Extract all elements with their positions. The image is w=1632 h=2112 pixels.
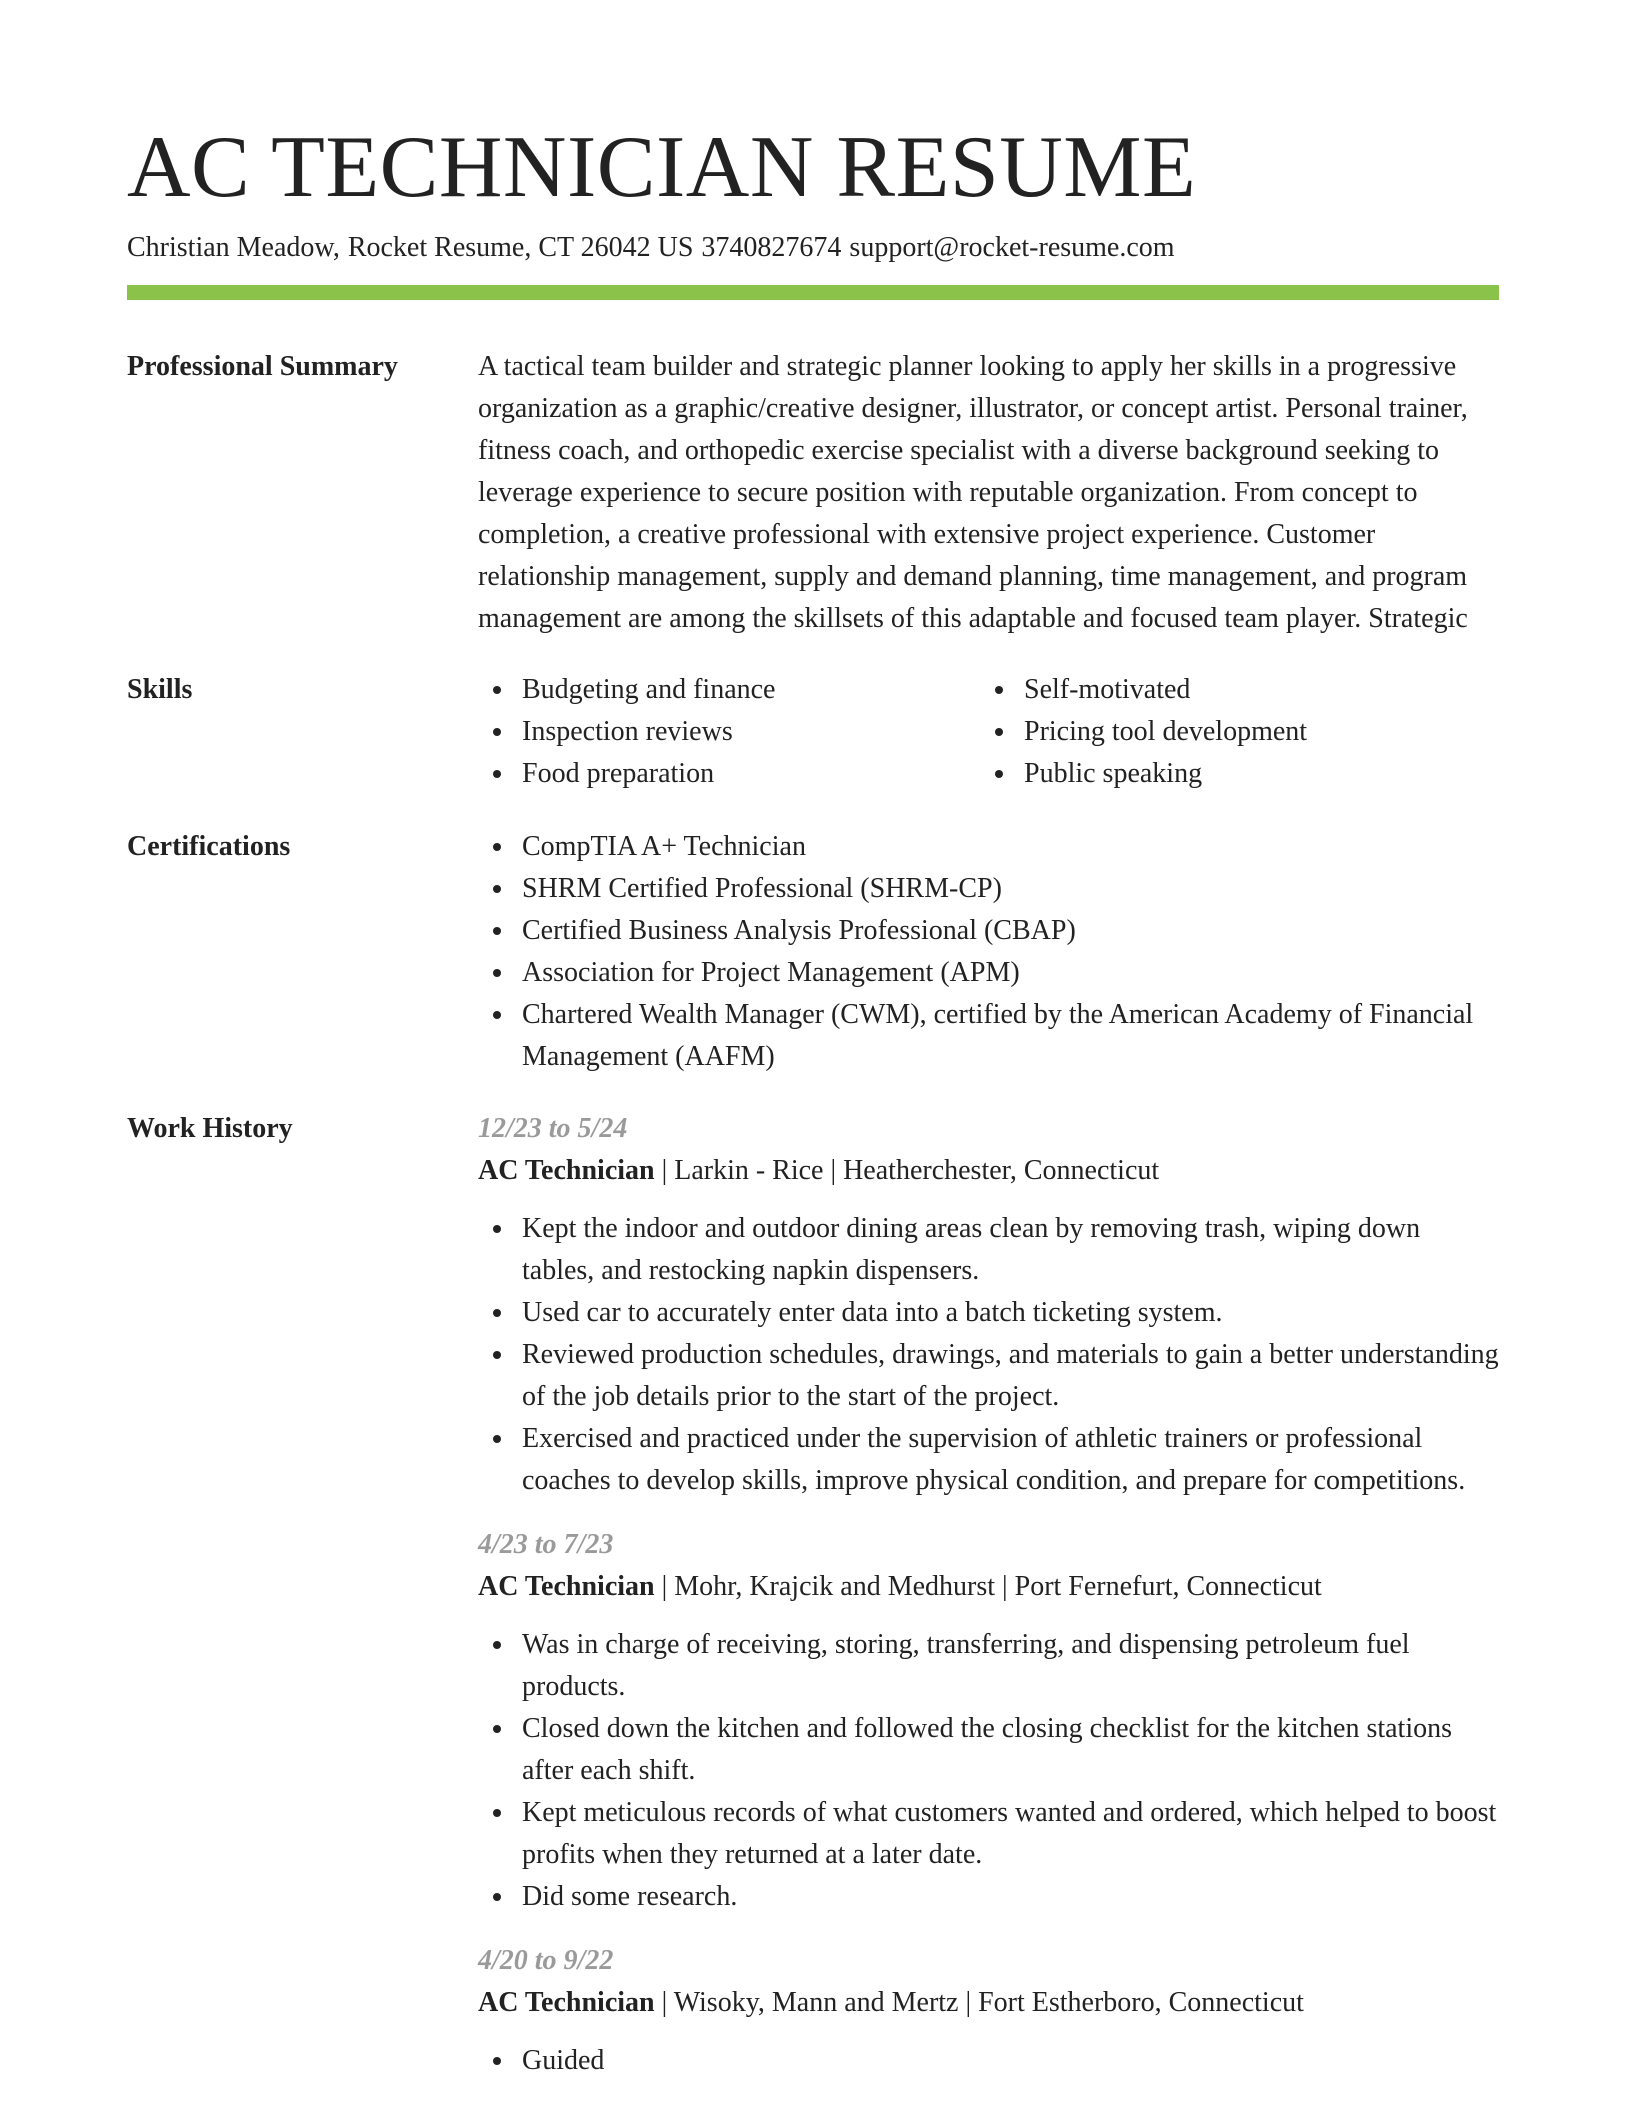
job-role: AC Technician: [478, 1571, 655, 1602]
summary-text: A tactical team builder and strategic planner looking to apply her skills in a progressive organization as a graphic/creative designer, illustrator, or concept artist. Personal trainer, fitness coach, and orthopedic exercise specialist with a diverse background seeking to leverage experience to secure position with reputable organization. From concept to completion, a creative professional with extensive project experience. Customer relationship management, supply and demand planning, time management, and program management are among the skillsets of this adaptable and focused team player. Strategic: [478, 351, 1468, 634]
certifications-list: [478, 826, 1499, 1078]
summary-section: [127, 346, 1499, 634]
certification-item: Association for Project Management (APM): [478, 952, 1499, 994]
job-dates: 4/23 to 7/23: [478, 1529, 614, 1560]
skill-item: Food preparation: [478, 753, 980, 795]
skill-item: Self-motivated: [980, 669, 1482, 711]
page-title: AC TECHNICIAN RESUME: [127, 119, 1197, 216]
job-title-line: [478, 1982, 1499, 2024]
work-history-content: [478, 1108, 1499, 2082]
job-duties: [478, 1208, 1499, 1502]
certification-item: CompTIA A+ Technician: [478, 826, 1499, 868]
job-duty: Used car to accurately enter data into a batch ticketing system.: [478, 1292, 1499, 1334]
job-dates: 12/23 to 5/24: [478, 1113, 628, 1144]
job-duty: Reviewed production schedules, drawings, and materials to gain a better understanding of the job details prior to the start of the project.: [478, 1334, 1499, 1418]
contact-phone: 3740827674: [701, 232, 842, 263]
work-history-label: Work History: [127, 1113, 293, 1144]
job-duty: Was in charge of receiving, storing, transferring, and dispensing petroleum fuel products.: [478, 1624, 1499, 1708]
job-duty: Kept meticulous records of what customers wanted and ordered, which helped to boost profits when they returned at a later date.: [478, 1792, 1499, 1876]
job-duty: Exercised and practiced under the supervision of athletic trainers or professional coaches to develop skills, improve physical condition, and prepare for competitions.: [478, 1418, 1499, 1502]
certifications-content: [478, 826, 1499, 1078]
job-duty: Kept the indoor and outdoor dining areas clean by removing trash, wiping down tables, and restocking napkin dispensers.: [478, 1208, 1499, 1292]
job-entry: [478, 1108, 1499, 1502]
skills-content: [478, 669, 1499, 795]
certification-item: SHRM Certified Professional (SHRM-CP): [478, 868, 1499, 910]
skill-item: Inspection reviews: [478, 711, 980, 753]
job-duty: Did some research.: [478, 1876, 1499, 1918]
job-duty: Closed down the kitchen and followed the closing checklist for the kitchen stations after each shift.: [478, 1708, 1499, 1792]
accent-divider: [127, 285, 1499, 300]
certifications-label: Certifications: [127, 831, 291, 862]
job-details: | Mohr, Krajcik and Medhurst | Port Fernefurt, Connecticut: [654, 1571, 1322, 1602]
job-role: AC Technician: [478, 1155, 655, 1186]
skills-list-right: [980, 669, 1482, 795]
job-entry: [478, 1524, 1499, 1918]
skill-item: Pricing tool development: [980, 711, 1482, 753]
job-details: | Larkin - Rice | Heatherchester, Connecticut: [654, 1155, 1160, 1186]
skills-list-left: [478, 669, 980, 795]
job-dates: 4/20 to 9/22: [478, 1945, 614, 1976]
job-title-line: [478, 1150, 1499, 1192]
skill-item: Public speaking: [980, 753, 1482, 795]
summary-label: Professional Summary: [127, 351, 398, 382]
job-role: AC Technician: [478, 1987, 655, 2018]
skills-label: Skills: [127, 674, 193, 705]
job-duties: [478, 1624, 1499, 1918]
contact-address: Rocket Resume, CT 26042 US: [347, 232, 694, 263]
contact-name: Christian Meadow,: [127, 232, 340, 263]
job-duties: [478, 2040, 1499, 2082]
job-details: | Wisoky, Mann and Mertz | Fort Estherboro, Connecticut: [654, 1987, 1304, 2018]
contact-email: support@rocket-resume.com: [849, 232, 1175, 263]
summary-content: [478, 346, 1499, 634]
certification-item: Certified Business Analysis Professional (CBAP): [478, 910, 1499, 952]
job-duty: Guided: [478, 2040, 1499, 2082]
contact-line: [127, 228, 1175, 268]
job-title-line: [478, 1566, 1499, 1608]
certification-item: Chartered Wealth Manager (CWM), certified by the American Academy of Financial Management (AAFM): [478, 994, 1499, 1078]
skill-item: Budgeting and finance: [478, 669, 980, 711]
job-entry: [478, 1940, 1499, 2082]
